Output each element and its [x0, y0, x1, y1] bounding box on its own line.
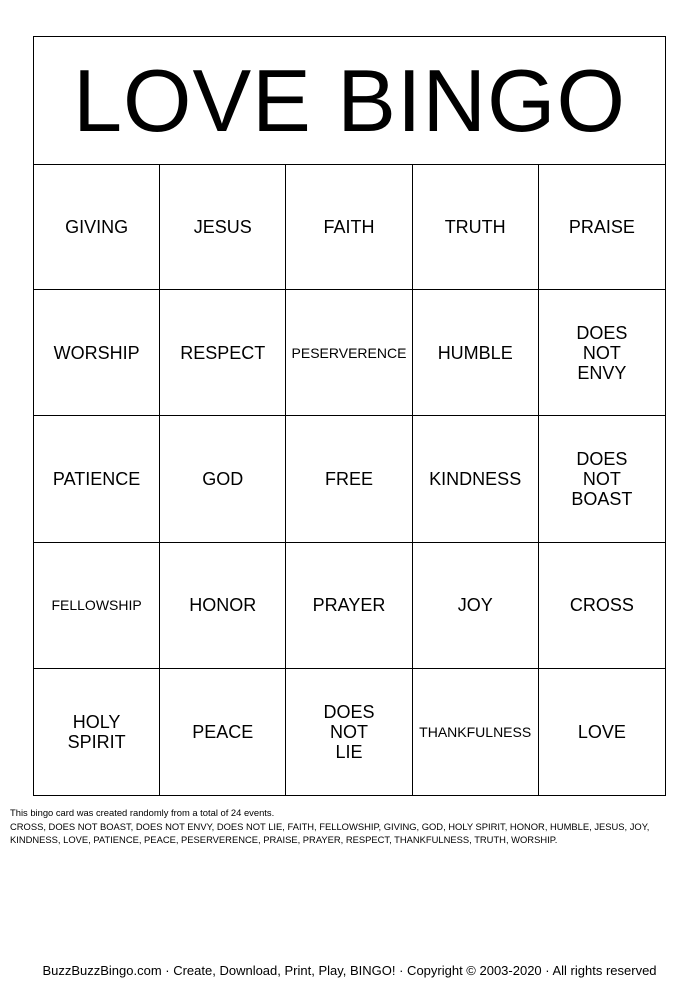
- card-info-line: KINDNESS, LOVE, PATIENCE, PEACE, PESERVERENCE, PRAISE, PRAYER, RESPECT, THANKFULNESS, TRUTH, WORSHIP.: [10, 834, 558, 845]
- bingo-cell: JOY: [413, 543, 539, 669]
- bingo-cell: THANKFULNESS: [413, 669, 539, 795]
- bingo-grid: [34, 164, 665, 795]
- bingo-cell: KINDNESS: [413, 416, 539, 542]
- bingo-cell: GIVING: [34, 164, 160, 290]
- bingo-cell: PRAISE: [539, 164, 665, 290]
- page-footer: BuzzBuzzBingo.com · Create, Download, Print, Play, BINGO! · Copyright © 2003-2020 · All rights reserved: [42, 963, 657, 978]
- bingo-cell: PESERVERENCE: [286, 290, 412, 416]
- bingo-cell: FAITH: [286, 164, 412, 290]
- bingo-cell: HONOR: [160, 543, 286, 669]
- card-info: [10, 806, 690, 847]
- bingo-cell: LOVE: [577, 721, 626, 742]
- card-info-line: This bingo card was created randomly from a total of 24 events.: [10, 807, 275, 818]
- bingo-cell: GOD: [160, 416, 286, 542]
- bingo-cell: PEACE: [160, 669, 286, 795]
- card-title: LOVE BINGO: [34, 37, 665, 165]
- bingo-cell: TRUTH: [413, 164, 539, 290]
- bingo-cell: JESUS: [160, 164, 286, 290]
- bingo-cell: PATIENCE: [34, 416, 160, 542]
- bingo-card: [33, 36, 666, 796]
- bingo-cell: WORSHIP: [34, 290, 160, 416]
- bingo-cell: FREE: [286, 416, 412, 542]
- bingo-cell: HUMBLE: [413, 290, 539, 416]
- bingo-cell: DOES NOT BOAST: [539, 416, 665, 542]
- bingo-cell: PRAYER: [286, 543, 412, 669]
- bingo-cell: FELLOWSHIP: [34, 543, 160, 669]
- bingo-cell: RESPECT: [160, 290, 286, 416]
- bingo-cell: HOLY SPIRIT: [34, 669, 160, 795]
- bingo-cell: DOES NOT LIE: [286, 669, 412, 795]
- card-info-line: CROSS, DOES NOT BOAST, DOES NOT ENVY, DOES NOT LIE, FAITH, FELLOWSHIP, GIVING, GOD, HOLY SPIRIT, HONOR, HUMBLE, JESUS, JOY,: [10, 820, 650, 832]
- bingo-cell: CROSS: [539, 543, 665, 669]
- bingo-cell: DOES NOT ENVY: [539, 290, 665, 416]
